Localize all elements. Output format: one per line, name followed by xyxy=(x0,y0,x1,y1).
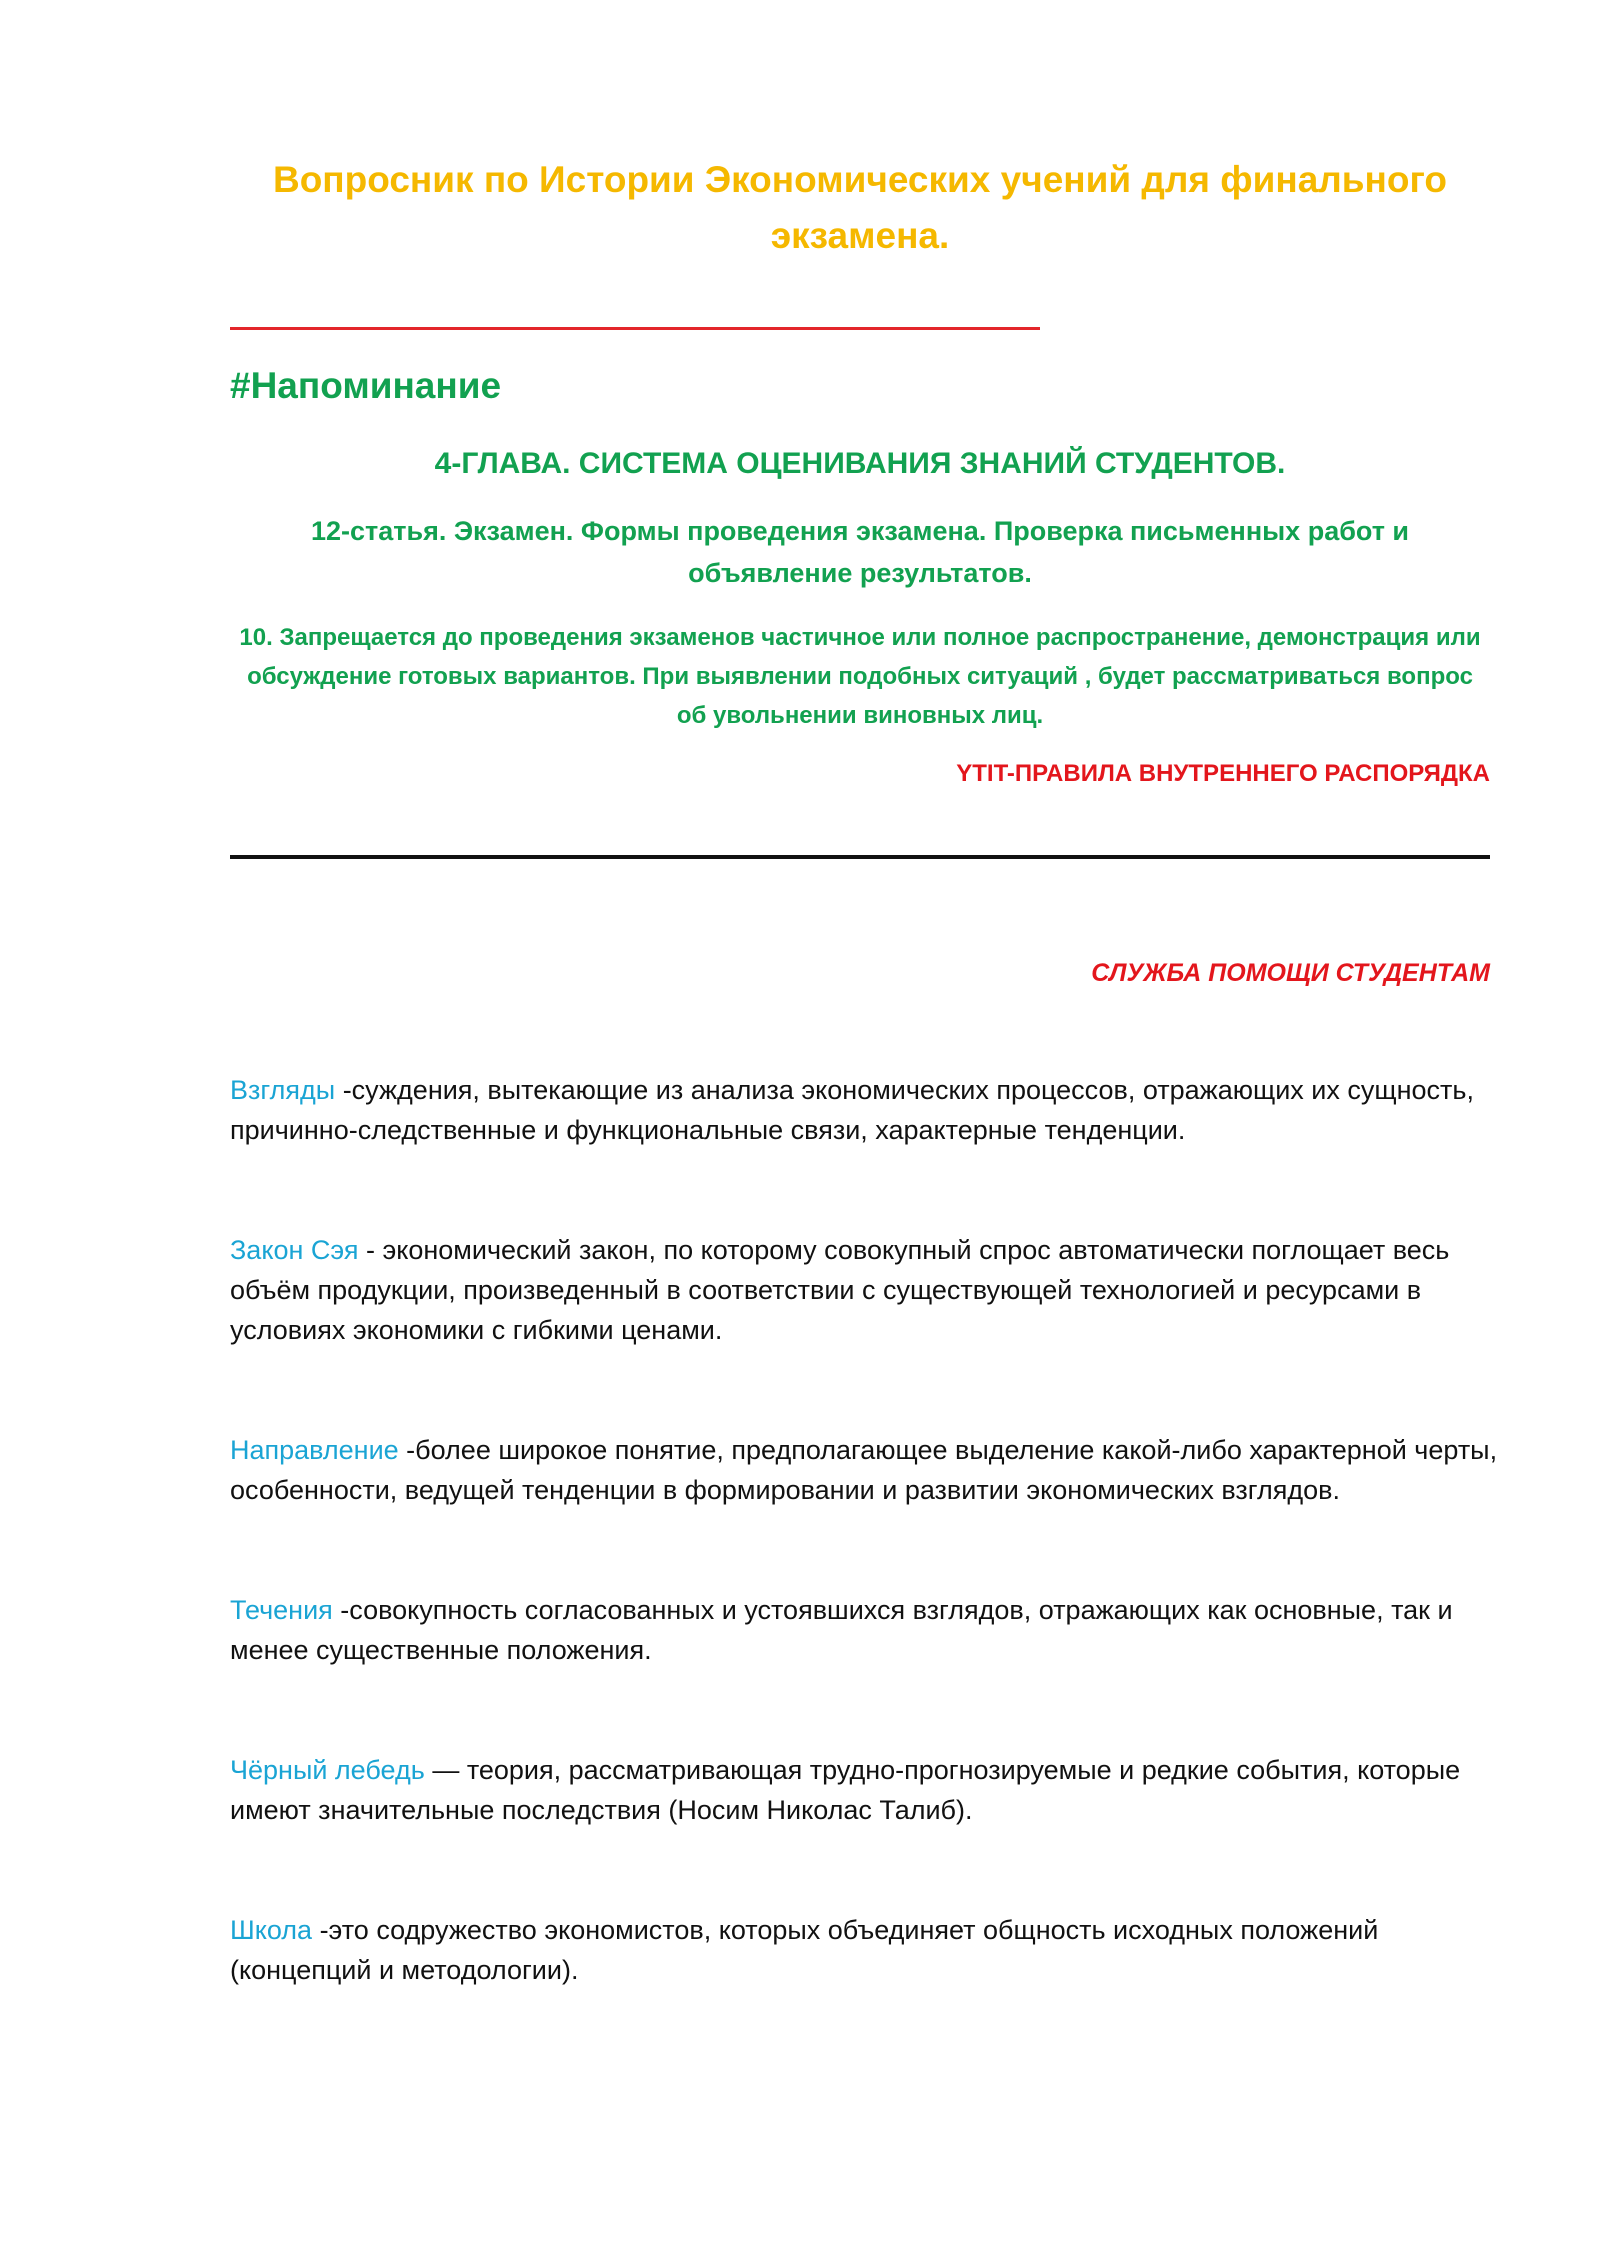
black-divider xyxy=(230,855,1490,859)
definition-item xyxy=(230,1750,1500,1830)
definition-text: -совокупность согласованных и устоявшихся взглядов, отражающих как основные, так и менее существенные положения. xyxy=(230,1595,1453,1665)
red-divider xyxy=(230,327,1040,330)
definition-term: Чёрный лебедь xyxy=(230,1755,425,1785)
definition-text: -более широкое понятие, предполагающее выделение какой-либо характерной черты, особенности, ведущей тенденции в формировании и развитии экономических взглядов. xyxy=(230,1435,1498,1505)
definition-text: -это содружество экономистов, которых объединяет общность исходных положений (концепций и методологии). xyxy=(230,1915,1379,1985)
definition-item xyxy=(230,1590,1500,1670)
definition-term: Закон Сэя xyxy=(230,1235,359,1265)
definition-text: — теория, рассматривающая трудно-прогнозируемые и редкие события, которые имеют значительные последствия (Носим Николас Талиб). xyxy=(230,1755,1461,1825)
definition-term: Направление xyxy=(230,1435,399,1465)
definition-term: Течения xyxy=(230,1595,333,1625)
chapter-heading: 4-ГЛАВА. СИСТЕМА ОЦЕНИВАНИЯ ЗНАНИЙ СТУДЕНТОВ. xyxy=(434,447,1286,480)
definition-term: Школа xyxy=(230,1915,313,1945)
definition-item xyxy=(230,1910,1500,1990)
definition-text: - экономический закон, по которому совокупный спрос автоматически поглощает весь объём продукции, произведенный в соответствии с существующей технологией и ресурсами в условиях экономики с гибкими ценами. xyxy=(230,1235,1450,1345)
document-title: Вопросник по Истории Экономических учений для финального экзамена. xyxy=(272,159,1448,256)
definition-text: -суждения, вытекающие из анализа экономических процессов, отражающих их сущность, причинно-следственные и функциональные связи, характерные тенденции. xyxy=(230,1075,1474,1145)
regulation-clause: 10. Запрещается до проведения экзаменов частичное или полное распространение, демонстрация или обсуждение готовых вариантов. При выявлении подобных ситуаций , будет рассматриваться вопрос об увольнении виновных лиц. xyxy=(239,624,1481,729)
definition-item xyxy=(230,1070,1500,1150)
student-service-label: СЛУЖБА ПОМОЩИ СТУДЕНТАМ xyxy=(1091,959,1490,987)
reminder-hashtag: #Напоминание xyxy=(230,365,502,406)
definition-item xyxy=(230,1230,1500,1350)
definition-term: Взгляды xyxy=(230,1075,336,1105)
regulation-source: YTIT-ПРАВИЛА ВНУТРЕННЕГО РАСПОРЯДКА xyxy=(956,760,1490,787)
article-heading: 12-статья. Экзамен. Формы проведения экзамена. Проверка письменных работ и объявление результатов. xyxy=(310,516,1410,588)
definition-item xyxy=(230,1430,1500,1510)
